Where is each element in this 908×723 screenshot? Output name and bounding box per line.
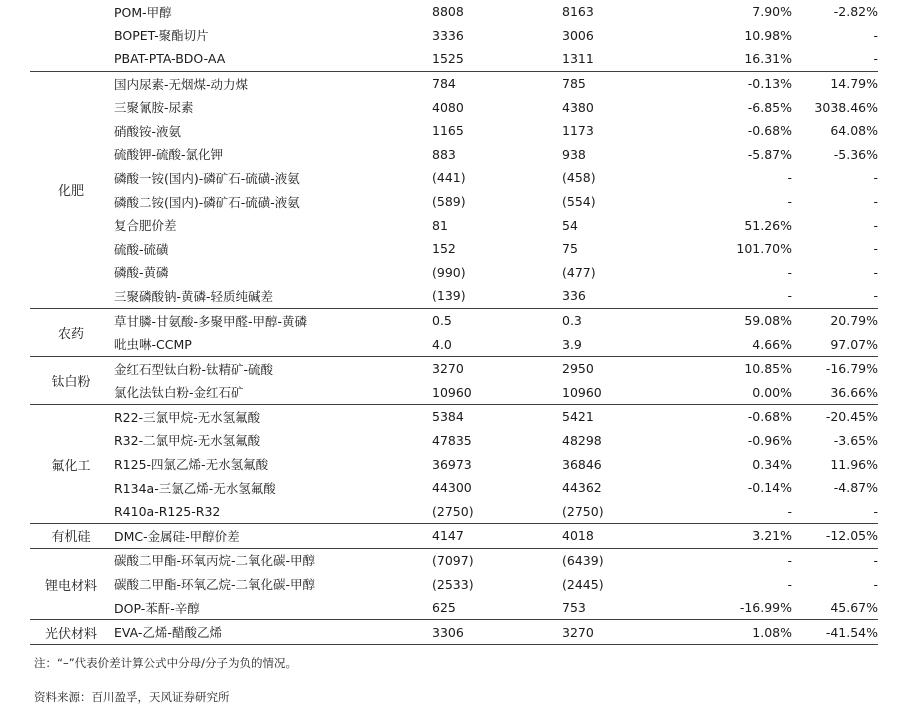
change-week: - xyxy=(787,264,792,280)
change-year: 64.08% xyxy=(830,123,878,139)
spread-name: DOP-苯酐-辛醇 xyxy=(114,600,200,616)
table-row xyxy=(112,429,878,453)
change-year: 20.79% xyxy=(830,313,878,329)
value-previous: 3.9 xyxy=(562,336,582,352)
value-current: (441) xyxy=(432,170,466,186)
table-group xyxy=(30,620,878,645)
table-row xyxy=(112,499,878,523)
group-label: 钛白粉 xyxy=(51,375,91,390)
value-previous: 2950 xyxy=(562,361,594,377)
change-week: -0.68% xyxy=(747,123,792,139)
value-current: 4147 xyxy=(432,528,464,544)
value-previous: 4018 xyxy=(562,528,594,544)
table-row xyxy=(112,213,878,237)
value-current: 3270 xyxy=(432,361,464,377)
change-year: 36.66% xyxy=(830,384,878,400)
change-year: - xyxy=(873,576,878,592)
change-year: 3038.46% xyxy=(814,99,878,115)
value-previous: 753 xyxy=(562,600,586,616)
spread-name: R32-二氯甲烷-无水氢氟酸 xyxy=(114,433,261,449)
spread-name: 国内尿素-无烟煤-动力煤 xyxy=(114,76,249,92)
change-week: -0.13% xyxy=(747,76,792,92)
value-current: 1165 xyxy=(432,123,464,139)
value-previous: 36846 xyxy=(562,456,602,472)
spread-name: 磷酸-黄磷 xyxy=(114,265,169,281)
table-row xyxy=(112,357,878,381)
spread-name: 硫酸-硫磺 xyxy=(114,241,169,257)
table-group xyxy=(30,0,878,72)
change-week: - xyxy=(787,170,792,186)
spread-table xyxy=(30,0,878,645)
change-week: - xyxy=(787,288,792,304)
spread-name: 草甘膦-甘氨酸-多聚甲醛-甲醇-黄磷 xyxy=(114,313,308,329)
value-current: (139) xyxy=(432,288,466,304)
table-row xyxy=(112,24,878,48)
change-week: 59.08% xyxy=(744,313,792,329)
value-current: 1525 xyxy=(432,51,464,67)
table-group xyxy=(30,357,878,405)
change-year: - xyxy=(873,170,878,186)
spread-name: 硝酸铵-液氨 xyxy=(114,123,182,139)
change-year: 97.07% xyxy=(830,336,878,352)
spread-name: R125-四氯乙烯-无水氢氟酸 xyxy=(114,457,269,473)
change-year: - xyxy=(873,264,878,280)
change-week: 3.21% xyxy=(752,528,792,544)
table-row xyxy=(112,261,878,285)
change-week: - xyxy=(787,503,792,519)
change-year: - xyxy=(873,552,878,568)
value-current: 47835 xyxy=(432,432,472,448)
table-notes xyxy=(34,655,297,723)
table-group xyxy=(30,549,878,621)
change-week: 101.70% xyxy=(736,241,792,257)
change-year: - xyxy=(873,503,878,519)
group-label: 农药 xyxy=(57,326,84,342)
value-previous: 336 xyxy=(562,288,586,304)
change-week: 0.00% xyxy=(752,384,792,400)
spread-name: 氯化法钛白粉-金红石矿 xyxy=(114,385,244,401)
table-row xyxy=(112,476,878,500)
value-previous: 1311 xyxy=(562,51,594,67)
change-year: -12.05% xyxy=(825,528,878,544)
change-week: 10.98% xyxy=(744,27,792,43)
change-year: - xyxy=(873,51,878,67)
change-year: -41.54% xyxy=(825,624,878,640)
change-year: -20.45% xyxy=(825,409,878,425)
table-row xyxy=(112,237,878,261)
spread-name: 吡虫啉-CCMP xyxy=(114,337,192,353)
change-week: -16.99% xyxy=(739,600,792,616)
group-label: 氟化工 xyxy=(51,458,91,474)
value-previous: 54 xyxy=(562,217,578,233)
change-week: 10.85% xyxy=(744,361,792,377)
spread-name: 碳酸二甲酯-环氧丙烷-二氧化碳-甲醇 xyxy=(114,553,316,569)
table-group xyxy=(30,524,878,549)
change-year: - xyxy=(873,241,878,257)
value-previous: (477) xyxy=(562,264,596,280)
change-week: 0.34% xyxy=(752,456,792,472)
value-previous: 75 xyxy=(562,241,578,257)
spread-name: 三聚磷酸钠-黄磷-轻质纯碱差 xyxy=(114,288,274,304)
value-current: 4.0 xyxy=(432,336,452,352)
value-current: (589) xyxy=(432,194,466,210)
change-year: 14.79% xyxy=(830,76,878,92)
change-week: - xyxy=(787,576,792,592)
table-row xyxy=(112,549,878,573)
value-current: 784 xyxy=(432,76,456,92)
value-current: (7097) xyxy=(432,552,474,568)
value-current: 0.5 xyxy=(432,313,452,329)
spread-name: 硫酸钾-硫酸-氯化钾 xyxy=(114,147,224,163)
change-week: - xyxy=(787,552,792,568)
value-current: 44300 xyxy=(432,480,472,496)
value-previous: (6439) xyxy=(562,552,604,568)
spread-name: PBAT-PTA-BDO-AA xyxy=(114,51,226,67)
table-row xyxy=(112,620,878,644)
table-row xyxy=(112,596,878,620)
spread-name: 金红石型钛白粉-钛精矿-硫酸 xyxy=(114,361,274,377)
value-previous: (458) xyxy=(562,170,596,186)
value-current: 3336 xyxy=(432,27,464,43)
table-row xyxy=(112,309,878,333)
spread-name: 磷酸一铵(国内)-磷矿石-硫磺-液氨 xyxy=(114,170,300,186)
value-previous: 3006 xyxy=(562,27,594,43)
value-previous: 938 xyxy=(562,146,586,162)
table-row xyxy=(112,452,878,476)
group-label: 锂电材料 xyxy=(44,578,97,594)
value-current: 625 xyxy=(432,600,456,616)
value-previous: (2750) xyxy=(562,503,604,519)
change-week: -6.85% xyxy=(747,99,792,115)
spread-name: BOPET-聚酯切片 xyxy=(114,28,209,44)
value-previous: 1173 xyxy=(562,123,594,139)
value-current: 10960 xyxy=(432,384,472,400)
table-row xyxy=(112,381,878,405)
table-row xyxy=(112,47,878,71)
value-previous: 44362 xyxy=(562,480,602,496)
spread-name: R134a-三氯乙烯-无水氢氟酸 xyxy=(114,480,276,496)
value-current: 883 xyxy=(432,146,456,162)
table-row xyxy=(112,190,878,214)
value-previous: 3270 xyxy=(562,624,594,640)
change-year: - xyxy=(873,27,878,43)
change-week: -0.68% xyxy=(747,409,792,425)
value-previous: 5421 xyxy=(562,409,594,425)
source-note: 资料来源：百川盈孚，天风证券研究所 xyxy=(34,690,230,704)
table-row xyxy=(112,0,878,24)
spread-name: DMC-金属硅-甲醇价差 xyxy=(114,528,240,544)
table-row xyxy=(112,95,878,119)
table-row xyxy=(112,166,878,190)
value-current: 4080 xyxy=(432,99,464,115)
value-previous: 8163 xyxy=(562,4,594,20)
change-week: 16.31% xyxy=(744,51,792,67)
value-previous: 785 xyxy=(562,76,586,92)
table-row xyxy=(112,284,878,308)
value-previous: 10960 xyxy=(562,384,602,400)
value-current: (2533) xyxy=(432,576,474,592)
change-year: 45.67% xyxy=(830,600,878,616)
value-current: 36973 xyxy=(432,456,472,472)
spread-name: 碳酸二甲酯-环氧乙烷-二氧化碳-甲醇 xyxy=(114,577,316,593)
change-week: -0.14% xyxy=(747,480,792,496)
footnote: 注：“–”代表价差计算公式中分母/分子为负的情况。 xyxy=(34,656,298,670)
table-row xyxy=(112,405,878,429)
group-label xyxy=(30,0,112,71)
change-week: - xyxy=(787,194,792,210)
value-previous: 0.3 xyxy=(562,313,582,329)
group-label: 化肥 xyxy=(57,184,84,200)
value-previous: (554) xyxy=(562,194,596,210)
change-week: 7.90% xyxy=(752,4,792,20)
value-current: 5384 xyxy=(432,409,464,425)
value-current: 3306 xyxy=(432,624,464,640)
value-current: (2750) xyxy=(432,503,474,519)
value-current: 81 xyxy=(432,217,448,233)
value-previous: (2445) xyxy=(562,576,604,592)
change-year: -16.79% xyxy=(825,361,878,377)
change-week: 4.66% xyxy=(752,336,792,352)
change-week: 1.08% xyxy=(752,624,792,640)
value-current: 152 xyxy=(432,241,456,257)
table-group xyxy=(30,309,878,357)
change-year: - xyxy=(873,288,878,304)
spread-name: 复合肥价差 xyxy=(114,218,177,234)
change-year: -3.65% xyxy=(833,432,878,448)
table-row xyxy=(112,332,878,356)
change-year: - xyxy=(873,194,878,210)
spread-name: R22-三氯甲烷-无水氢氟酸 xyxy=(114,409,261,425)
table-group xyxy=(30,72,878,309)
value-current: 8808 xyxy=(432,4,464,20)
table-row xyxy=(112,143,878,167)
value-previous: 4380 xyxy=(562,99,594,115)
change-week: 51.26% xyxy=(744,217,792,233)
change-year: -4.87% xyxy=(833,480,878,496)
change-week: -5.87% xyxy=(747,146,792,162)
table-row xyxy=(112,572,878,596)
table-row xyxy=(112,524,878,548)
spread-name: POM-甲醇 xyxy=(114,4,172,20)
spread-name: 磷酸二铵(国内)-磷矿石-硫磺-液氨 xyxy=(114,194,300,210)
spread-name: R410a-R125-R32 xyxy=(114,503,221,519)
spread-name: EVA-乙烯-醋酸乙烯 xyxy=(114,625,222,641)
change-week: -0.96% xyxy=(747,432,792,448)
value-current: (990) xyxy=(432,264,466,280)
change-year: 11.96% xyxy=(830,456,878,472)
group-label: 有机硅 xyxy=(51,530,91,546)
change-year: -2.82% xyxy=(833,4,878,20)
table-row xyxy=(112,72,878,96)
change-year: - xyxy=(873,217,878,233)
spread-name: 三聚氰胺-尿素 xyxy=(114,100,194,116)
group-label: 光伏材料 xyxy=(44,626,97,642)
table-group xyxy=(30,405,878,524)
table-row xyxy=(112,119,878,143)
value-previous: 48298 xyxy=(562,432,602,448)
change-year: -5.36% xyxy=(833,146,878,162)
